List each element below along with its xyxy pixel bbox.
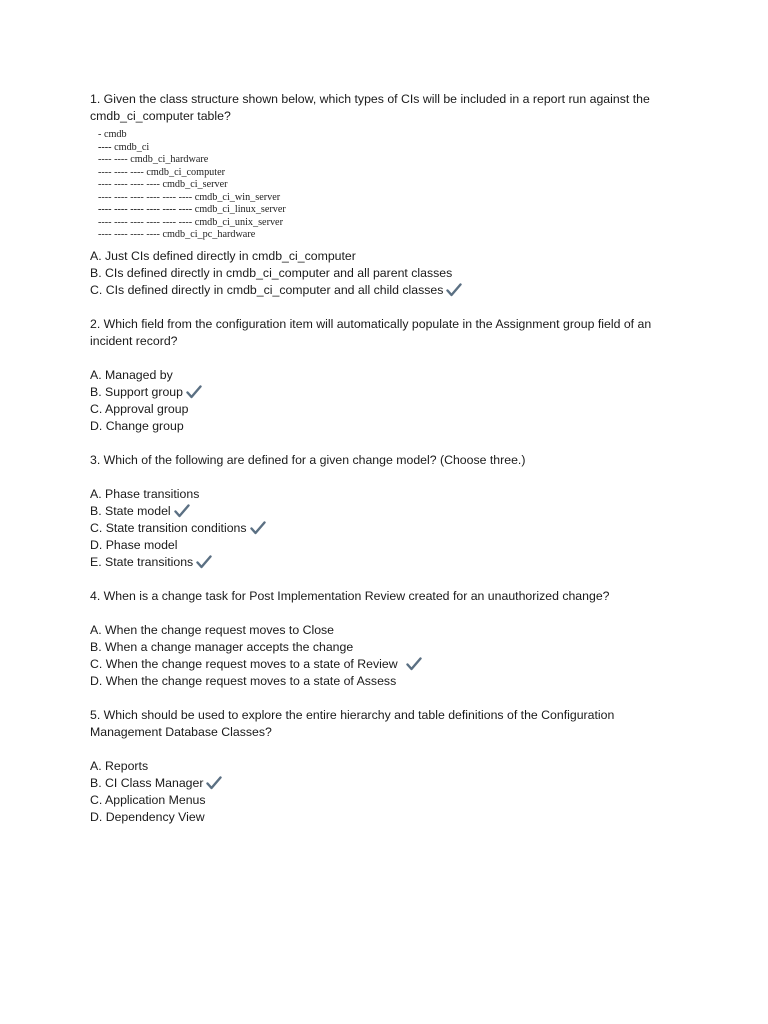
answer-option-a: A. Reports xyxy=(90,758,149,773)
quiz-document xyxy=(90,91,680,843)
tree-node: - cmdb xyxy=(98,129,127,140)
answer-option-b: B. State model xyxy=(90,503,680,520)
question-text: 3. Which of the following are defined for a given change model? (Choose three.) xyxy=(90,452,526,467)
spacer xyxy=(90,350,680,367)
answer-option-c: C. CIs defined directly in cmdb_ci_computer and all child classes xyxy=(90,282,680,299)
tree-node: ---- ---- ---- ---- cmdb_ci_server xyxy=(98,179,228,190)
answer-options xyxy=(90,486,680,571)
answer-options xyxy=(90,248,680,299)
class-hierarchy-tree xyxy=(98,129,680,242)
answer-option-a: A. Just CIs defined directly in cmdb_ci_computer xyxy=(90,248,356,263)
answer-option-b: B. CIs defined directly in cmdb_ci_computer and all parent classes xyxy=(90,265,453,280)
checkmark-icon xyxy=(446,283,462,297)
answer-option-a: A. Phase transitions xyxy=(90,486,200,501)
question-text: 1. Given the class structure shown below, which types of CIs will be included in a report run against the cmdb_ci_computer table? xyxy=(90,92,650,123)
answer-option-b: B. When a change manager accepts the change xyxy=(90,639,354,654)
answer-option-d: D. Dependency View xyxy=(90,809,205,824)
answer-option-c: C. Application Menus xyxy=(90,792,206,807)
checkmark-icon xyxy=(196,555,212,569)
spacer xyxy=(90,605,680,622)
answer-options xyxy=(90,367,680,435)
tree-node: ---- ---- ---- ---- ---- ---- cmdb_ci_linux_server xyxy=(98,204,286,215)
answer-option-a: A. Managed by xyxy=(90,367,173,382)
question-text: 2. Which field from the configuration item will automatically populate in the Assignment group field of an incident record? xyxy=(90,316,652,348)
answer-option-d: D. Change group xyxy=(90,418,184,433)
question-1 xyxy=(90,91,680,299)
answer-option-c: C. Approval group xyxy=(90,401,189,416)
answer-option-d: D. Phase model xyxy=(90,537,178,552)
tree-node: ---- ---- ---- ---- ---- ---- cmdb_ci_unix_server xyxy=(98,216,283,228)
answer-options xyxy=(90,622,680,690)
question-text: 4. When is a change task for Post Implementation Review created for an unauthorized change? xyxy=(90,588,610,603)
checkmark-icon xyxy=(186,385,202,399)
answer-option-c: C. State transition conditions xyxy=(90,520,680,537)
tree-node: ---- ---- cmdb_ci_hardware xyxy=(98,154,209,165)
tree-node: ---- ---- ---- ---- ---- ---- cmdb_ci_win_server xyxy=(98,191,281,203)
question-3 xyxy=(90,452,680,571)
answer-option-a: A. When the change request moves to Close xyxy=(90,622,335,637)
spacer xyxy=(90,741,680,758)
answer-option-d: D. When the change request moves to a state of Assess xyxy=(90,673,397,688)
spacer xyxy=(90,469,680,486)
answer-option-e: E. State transitions xyxy=(90,554,680,571)
checkmark-icon xyxy=(206,776,222,790)
question-2 xyxy=(90,316,680,435)
question-5 xyxy=(90,707,680,826)
tree-node: ---- ---- ---- ---- cmdb_ci_pc_hardware xyxy=(98,229,256,240)
checkmark-icon xyxy=(406,657,422,671)
checkmark-icon xyxy=(250,521,266,535)
question-text: 5. Which should be used to explore the entire hierarchy and table definitions of the Configuration Management Database Classes? xyxy=(90,707,615,739)
answer-option-b: B. CI Class Manager xyxy=(90,775,680,792)
answer-option-c: C. When the change request moves to a state of Review xyxy=(90,656,680,673)
checkmark-icon xyxy=(174,504,190,518)
answer-options xyxy=(90,758,680,826)
tree-node: ---- ---- ---- cmdb_ci_computer xyxy=(98,166,226,178)
answer-option-b: B. Support group xyxy=(90,384,680,401)
tree-node: ---- cmdb_ci xyxy=(98,141,150,153)
question-4 xyxy=(90,588,680,690)
